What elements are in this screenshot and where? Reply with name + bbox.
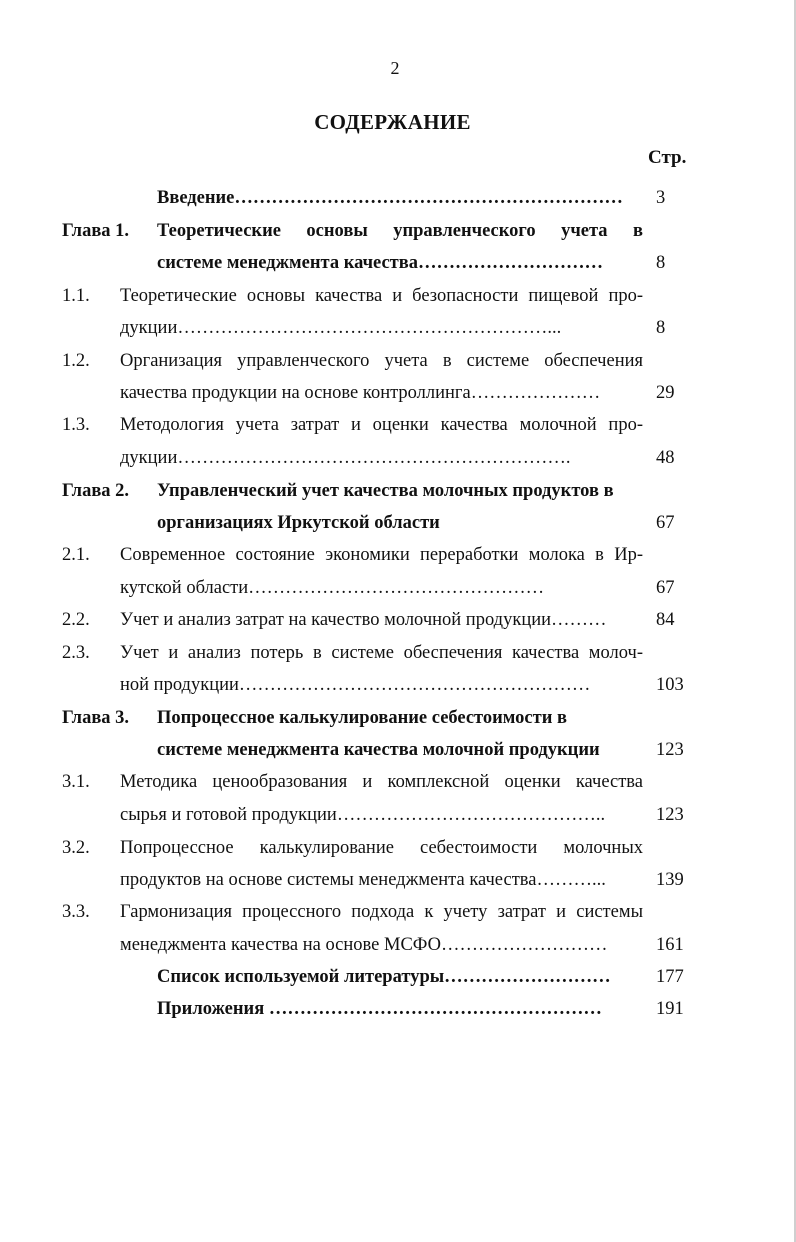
toc-page-number: 139: [656, 870, 684, 890]
chapter-title-line-1: Управленческий учет качества молочных продуктов в: [157, 481, 614, 501]
toc-chapter-2-cont: [0, 513, 796, 545]
toc-chapter-1-cont: [0, 253, 796, 285]
section-number: 3.2.: [62, 838, 90, 858]
toc-section-2-3-cont: [0, 675, 796, 707]
toc-chapter-2: [0, 481, 796, 513]
page-number: 2: [390, 58, 400, 78]
toc-page-number: 191: [656, 999, 684, 1019]
toc-page-number: 29: [656, 383, 675, 403]
section-number: 2.1.: [62, 545, 90, 565]
toc-page-number: 3: [656, 188, 666, 208]
toc-entry-title: Введение………………………………………………………: [157, 188, 623, 208]
section-number: 1.1.: [62, 286, 90, 306]
toc-page-number: 123: [656, 740, 684, 760]
section-number: 2.2.: [62, 610, 90, 630]
chapter-number: Глава 3.: [62, 708, 130, 728]
chapter-title-line-2: системе менеджмента качества молочной продукции: [157, 740, 600, 760]
toc-page-number: 48: [656, 448, 675, 468]
toc-page-number: 161: [656, 935, 684, 955]
section-number: 1.3.: [62, 415, 90, 435]
section-title-line-1: Теоретические основы качества и безопасности пищевой про-: [120, 286, 643, 306]
toc-section-1-1: [0, 286, 796, 318]
toc-page-number: 67: [656, 513, 675, 533]
toc-page-number: 8: [656, 318, 666, 338]
section-number: 1.2.: [62, 351, 90, 371]
toc-section-1-1-cont: [0, 318, 796, 350]
toc-section-1-2: [0, 351, 796, 383]
section-title-line-2: менеджмента качества на основе МСФО………………………: [120, 935, 608, 955]
toc-section-1-3: [0, 415, 796, 447]
toc-section-1-3-cont: [0, 448, 796, 480]
toc-section-2-2: [0, 610, 796, 642]
toc-section-3-3-cont: [0, 935, 796, 967]
toc-page-number: 103: [656, 675, 684, 695]
toc-page-number: 84: [656, 610, 675, 630]
section-title-line-2: продуктов на основе системы менеджмента качества………...: [120, 870, 606, 890]
toc-section-3-1: [0, 772, 796, 804]
section-title-line-2: ной продукции…………………………………………………: [120, 675, 591, 695]
chapter-title-line-2: организациях Иркутской области: [157, 513, 440, 533]
toc-section-3-2-cont: [0, 870, 796, 902]
toc-page-number: 123: [656, 805, 684, 825]
toc-section-1-2-cont: [0, 383, 796, 415]
page-column-header: Стр.: [648, 147, 687, 168]
chapter-number: Глава 1.: [62, 221, 130, 241]
section-title-line-2: дукции……………………………………………………...: [120, 318, 562, 338]
toc-chapter-3: [0, 708, 796, 740]
page-title: СОДЕРЖАНИЕ: [314, 110, 471, 134]
section-number: 3.1.: [62, 772, 90, 792]
section-title-line-1: Учет и анализ потерь в системе обеспечения качества молоч-: [120, 643, 643, 663]
section-title-line-1: Современное состояние экономики переработки молока в Ир-: [120, 545, 643, 565]
chapter-number: Глава 2.: [62, 481, 130, 501]
chapter-title-line-1: Теоретические основы управленческого учета в: [157, 221, 643, 241]
toc-section-3-3: [0, 902, 796, 934]
toc-section-3-2: [0, 838, 796, 870]
section-title-line-2: сырья и готовой продукции……………………………………..: [120, 805, 606, 825]
toc-page-number: 8: [656, 253, 666, 273]
section-title-line-1: Гармонизация процессного подхода к учету затрат и системы: [120, 902, 643, 922]
toc-entry-title: Приложения ………………………………………………: [157, 999, 602, 1019]
toc-entry-references: [0, 967, 796, 999]
toc-page-number: 67: [656, 578, 675, 598]
section-title-line-2: дукции……………………………………………………….: [120, 448, 571, 468]
chapter-title-line-2: системе менеджмента качества…………………………: [157, 253, 603, 273]
toc-entry-intro: [0, 188, 796, 220]
toc-section-2-1-cont: [0, 578, 796, 610]
chapter-title-line-1: Попроцессное калькулирование себестоимости в: [157, 708, 567, 728]
section-number: 2.3.: [62, 643, 90, 663]
toc-chapter-3-cont: [0, 740, 796, 772]
toc-chapter-1: [0, 221, 796, 253]
section-title-line-1: Методология учета затрат и оценки качества молочной про-: [120, 415, 643, 435]
section-title-line-2: качества продукции на основе контроллинга…………………: [120, 383, 601, 403]
section-title-line-1: Организация управленческого учета в системе обеспечения: [120, 351, 643, 371]
toc-entry-appendices: [0, 999, 796, 1031]
toc-entry-title: Список используемой литературы………………………: [157, 967, 611, 987]
toc-section-2-1: [0, 545, 796, 577]
toc-section-2-3: [0, 643, 796, 675]
section-title-line-2: кутской области…………………………………………: [120, 578, 545, 598]
section-number: 3.3.: [62, 902, 90, 922]
section-title-line-1: Методика ценообразования и комплексной оценки качества: [120, 772, 643, 792]
toc-page-number: 177: [656, 967, 684, 987]
section-title-line-1: Попроцессное калькулирование себестоимости молочных: [120, 838, 643, 858]
section-title-line-1: Учет и анализ затрат на качество молочной продукции………: [120, 610, 607, 630]
toc-section-3-1-cont: [0, 805, 796, 837]
